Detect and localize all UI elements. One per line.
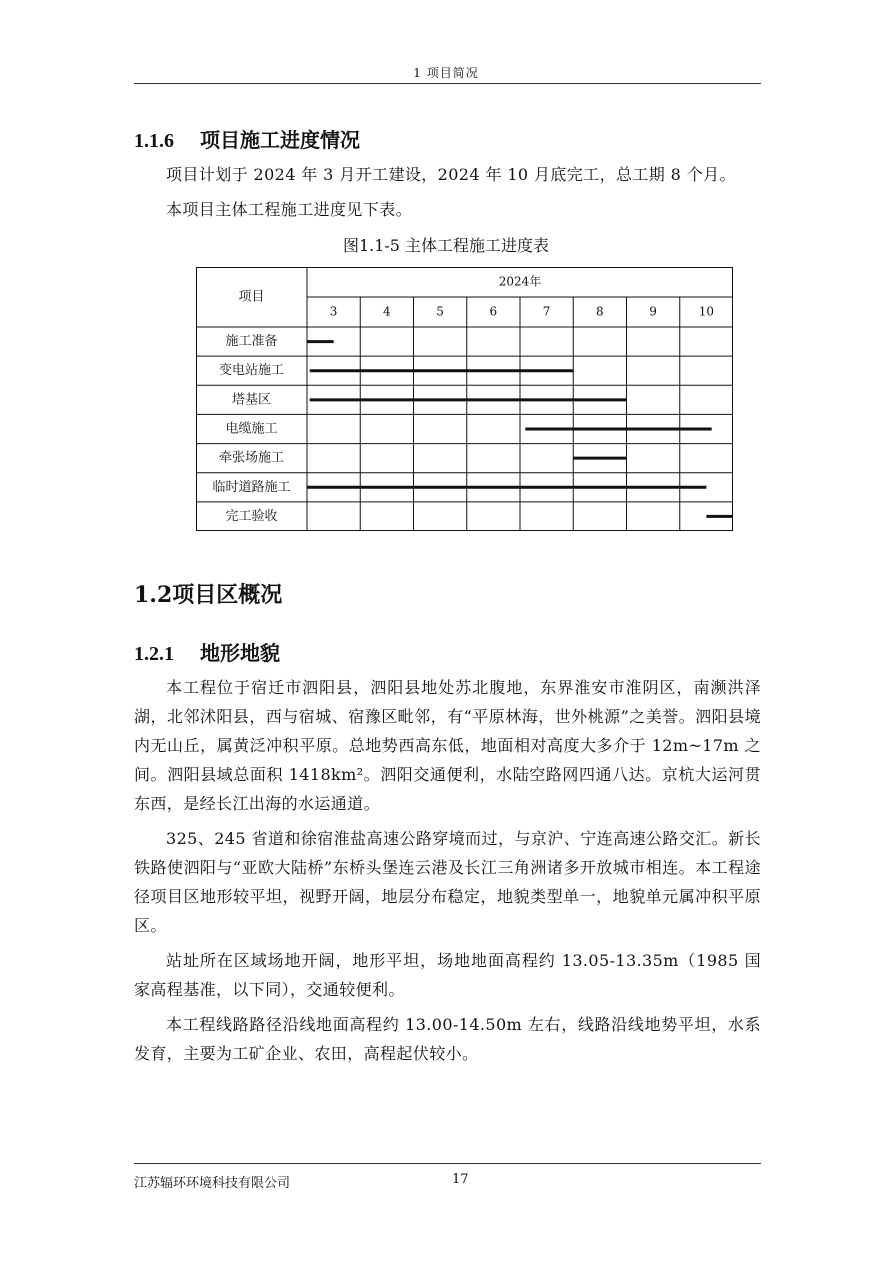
row-label: 临时道路施工 <box>212 479 291 495</box>
month-label: 9 <box>649 304 657 319</box>
header-rule <box>134 83 761 84</box>
section-heading-1-1-6 <box>134 124 360 153</box>
section-heading-1-2: 1.2项目区概况 <box>134 582 283 608</box>
row-label: 塔基区 <box>231 392 272 408</box>
section-heading-1-2-1 <box>134 637 280 666</box>
section-number: 1.2.1 <box>134 643 174 665</box>
gantt-table <box>196 267 733 531</box>
running-header: 1 项目简况 <box>413 66 479 80</box>
terrain-body <box>134 673 761 1074</box>
table-caption: 图1.1-5 主体工程施工进度表 <box>342 236 550 255</box>
row-label: 电缆施工 <box>225 421 278 437</box>
month-label: 10 <box>698 304 715 319</box>
month-label: 3 <box>329 304 338 319</box>
schedule-sentence: 项目计划于 2024 年 3 月开工建设，2024 年 10 月底完工，总工期 8 个月。 <box>166 165 736 184</box>
year-header: 2024年 <box>498 274 542 289</box>
month-label: 7 <box>542 304 551 319</box>
month-label: 5 <box>436 304 444 319</box>
row-label: 牵张场施工 <box>218 450 285 466</box>
footer-rule <box>134 1163 761 1164</box>
paragraph: 本工程线路路径沿线地面高程约 13.00-14.50m 左右，线路沿线地势平坦，水系发育，主要为工矿企业、农田，高程起伏较小。 <box>134 1015 761 1063</box>
section-title: 地形地貌 <box>200 641 280 665</box>
month-label: 8 <box>596 304 604 319</box>
month-label: 6 <box>489 304 498 319</box>
item-header: 项目 <box>238 289 265 305</box>
paragraph: 本工程位于宿迁市泗阳县，泗阳县地处苏北腹地，东界淮安市淮阴区，南濒洪泽湖，北邻沭阳县，西与宿城、宿豫区毗邻，有“平原林海，世外桃源”之美誉。泗阳县境内无山丘，属黄泛冲积平原。总地势西高东低，地面相对高度大多介于 12m~17m 之间。泗阳县域总面积 1418km²。泗阳交通便利，水陆空路网四通八达。京杭大运河贯东西，是经长江出海的水运通道。 <box>134 678 761 813</box>
gantt-svg <box>196 267 733 531</box>
footer-company: 江苏辐环环境科技有限公司 <box>134 1176 291 1191</box>
section-title: 项目施工进度情况 <box>200 128 360 152</box>
page-number: 17 <box>452 1172 469 1187</box>
table-reference-sentence: 本项目主体工程施工进度见下表。 <box>166 200 413 219</box>
paragraph: 站址所在区域场地开阔，地形平坦，场地地面高程约 13.05-13.35m（1985 国家高程基准，以下同），交通较便利。 <box>134 951 761 999</box>
row-label: 变电站施工 <box>218 363 285 379</box>
month-label: 4 <box>383 304 391 319</box>
paragraph: 325、245 省道和徐宿淮盐高速公路穿境而过，与京沪、宁连高速公路交汇。新长铁路使泗阳与“亚欧大陆桥”东桥头堡连云港及长江三角洲诸多开放城市相连。本工程途径项目区地形较平坦，视野开阔，地层分布稳定，地貌类型单一，地貌单元属冲积平原区。 <box>134 829 761 935</box>
row-label: 施工准备 <box>225 334 278 350</box>
section-number: 1.1.6 <box>134 130 174 152</box>
row-label: 完工验收 <box>225 508 278 524</box>
